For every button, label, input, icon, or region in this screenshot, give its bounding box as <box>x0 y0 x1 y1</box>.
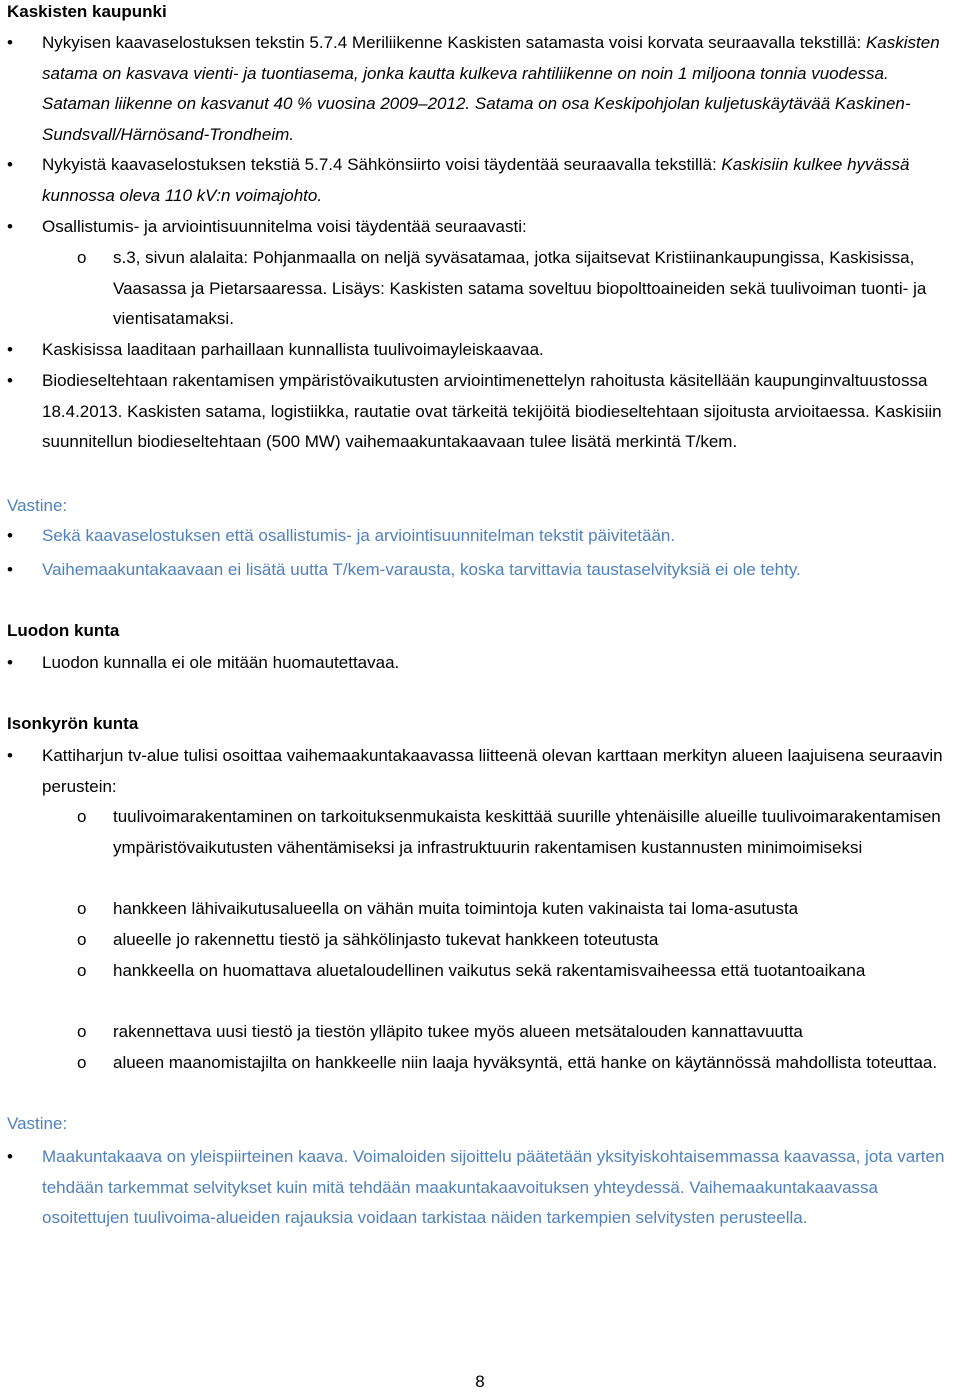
section-heading-isokyro: Isonkyrön kunta <box>7 714 139 733</box>
bullet-icon: • <box>7 526 13 545</box>
sub-list-item <box>77 894 952 925</box>
sub-list-item <box>77 243 952 335</box>
item-text: Osallistumis- ja arviointisuunnitelma voisi täydentää seuraavasti: <box>42 217 527 236</box>
item-text-italic: Kaskisiin kulkee hyvässä kunnossa oleva 110 kV:n voimajohto. <box>42 155 910 205</box>
list-item <box>7 212 952 243</box>
sub-item-text: alueen maanomistajilta on hankkeelle niin laaja hyväksyntä, että hanke on käytännössä mahdollista toteuttaa. <box>113 1053 938 1072</box>
item-text-italic: Kaskisten satama on kasvava vienti- ja tuontiasema, jonka kautta kulkeva rahtiliikenne on noin 1 miljoona tonnia vuodessa. Sataman liikenne on kasvanut 40 % vuosina 2009–2012. Satama on osa Keskipohjolan kuljetuskäytävää Kaskinen-Sundsvall/Härnösand-Trondheim. <box>42 33 940 144</box>
sub-bullet-icon: o <box>77 899 87 918</box>
sub-bullet-icon: o <box>77 807 87 826</box>
vastine-text: Vaihemaakuntakaavaan ei lisätä uutta T/kem-varausta, koska tarvittavia taustaselvityksiä ei ole tehty. <box>42 560 801 579</box>
list-item <box>7 150 952 211</box>
section-heading-kaskinen: Kaskisten kaupunki <box>7 2 167 21</box>
bullet-icon: • <box>7 217 13 236</box>
bullet-icon: • <box>7 653 13 672</box>
vastine-label: Vastine: <box>7 1114 68 1133</box>
vastine-text: Sekä kaavaselostuksen että osallistumis- ja arviointisuunnitelman tekstit päivitetään. <box>42 526 676 545</box>
item-text: Kaskisissa laaditaan parhaillaan kunnallista tuulivoimayleiskaavaa. <box>42 340 544 359</box>
list-item <box>7 555 952 586</box>
bullet-icon: • <box>7 155 13 174</box>
bullet-icon: • <box>7 560 13 579</box>
sub-item-text: hankkeella on huomattava aluetaloudellinen vaikutus sekä rakentamisvaiheessa että tuotantoaikana <box>113 961 866 980</box>
bullet-icon: • <box>7 1147 13 1166</box>
sub-list-item <box>77 956 952 987</box>
sub-item-text: alueelle jo rakennettu tiestö ja sähkölinjasto tukevat hankkeen toteutusta <box>113 930 659 949</box>
list-item <box>7 648 952 679</box>
bullet-icon: • <box>7 340 13 359</box>
sub-list-item <box>77 1017 952 1048</box>
sub-item-text: hankkeen lähivaikutusalueella on vähän muita toimintoja kuten vakinaista tai loma-asutusta <box>113 899 799 918</box>
bullet-icon: • <box>7 371 13 390</box>
sub-bullet-icon: o <box>77 1053 87 1072</box>
sub-item-text: rakennettava uusi tiestö ja tiestön ylläpito tukee myös alueen metsätalouden kannattavuutta <box>113 1022 803 1041</box>
sub-bullet-icon: o <box>77 930 87 949</box>
sub-list-item <box>77 925 952 956</box>
list-item <box>7 741 952 802</box>
bullet-icon: • <box>7 33 13 52</box>
list-item <box>7 1142 952 1234</box>
item-text: Nykyistä kaavaselostuksen tekstiä 5.7.4 Sähkönsiirto voisi täydentää seuraavalla tekstillä: <box>42 155 717 174</box>
page-number: 8 <box>475 1372 485 1391</box>
item-text: Luodon kunnalla ei ole mitään huomautettavaa. <box>42 653 400 672</box>
sub-item-text: s.3, sivun alalaita: Pohjanmaalla on neljä syväsatamaa, jotka sijaitsevat Kristiinankaupungissa, Kaskisissa, Vaasassa ja Pietarsaaressa. Lisäys: Kaskisten satama soveltuu biopolttoaineiden sekä tuulivoiman tuonti- ja vientisatamaksi. <box>113 248 927 329</box>
bullet-icon: • <box>7 746 13 765</box>
sub-bullet-icon: o <box>77 961 87 980</box>
vastine-text: Maakuntakaava on yleispiirteinen kaava. Voimaloiden sijoittelu päätetään yksityiskohtaisemmassa kaavassa, jota varten tehdään tarkemmat selvitykset kuin mitä tehdään maakuntakaavoituksen yhteydessä. Vaihemaakuntakaavassa osoitettujen tuulivoima-alueiden rajauksia voidaan tarkistaa näiden tarkempien selvitysten perusteella. <box>42 1147 945 1228</box>
list-item <box>7 28 952 150</box>
sub-bullet-icon: o <box>77 248 87 267</box>
list-item <box>7 335 952 366</box>
list-item <box>7 521 952 552</box>
item-text: Kattiharjun tv-alue tulisi osoittaa vaihemaakuntakaavassa liitteenä olevan karttaan merkityn alueen laajuisena seuraavin perustein: <box>42 746 943 796</box>
sub-item-text: tuulivoimarakentaminen on tarkoituksenmukaista keskittää suurille yhtenäisille alueille tuulivoimarakentamisen ympäristövaikutusten vähentämiseksi ja infrastruktuurin rakentamisen kustannusten minimoimiseksi <box>113 807 941 857</box>
item-text: Biodieseltehtaan rakentamisen ympäristövaikutusten arviointimenettelyn rahoitusta käsitellään kaupunginvaltuustossa 18.4.2013. Kaskisten satama, logistiikka, rautatie ovat tärkeitä tekijöitä biodieseltehtaan sijoitusta arvioitaessa. Kaskisiin suunnitellun biodieseltehtaan (500 MW) vaihemaakuntakaavaan tulee lisätä merkintä T/kem. <box>42 371 942 452</box>
list-item <box>7 366 952 458</box>
sub-list-item <box>77 802 952 863</box>
sub-bullet-icon: o <box>77 1022 87 1041</box>
vastine-label: Vastine: <box>7 496 68 515</box>
item-text: Nykyisen kaavaselostuksen tekstin 5.7.4 Meriliikenne Kaskisten satamasta voisi korvata seuraavalla tekstillä: <box>42 33 862 52</box>
sub-list-item <box>77 1048 952 1079</box>
section-heading-luoto: Luodon kunta <box>7 621 120 640</box>
